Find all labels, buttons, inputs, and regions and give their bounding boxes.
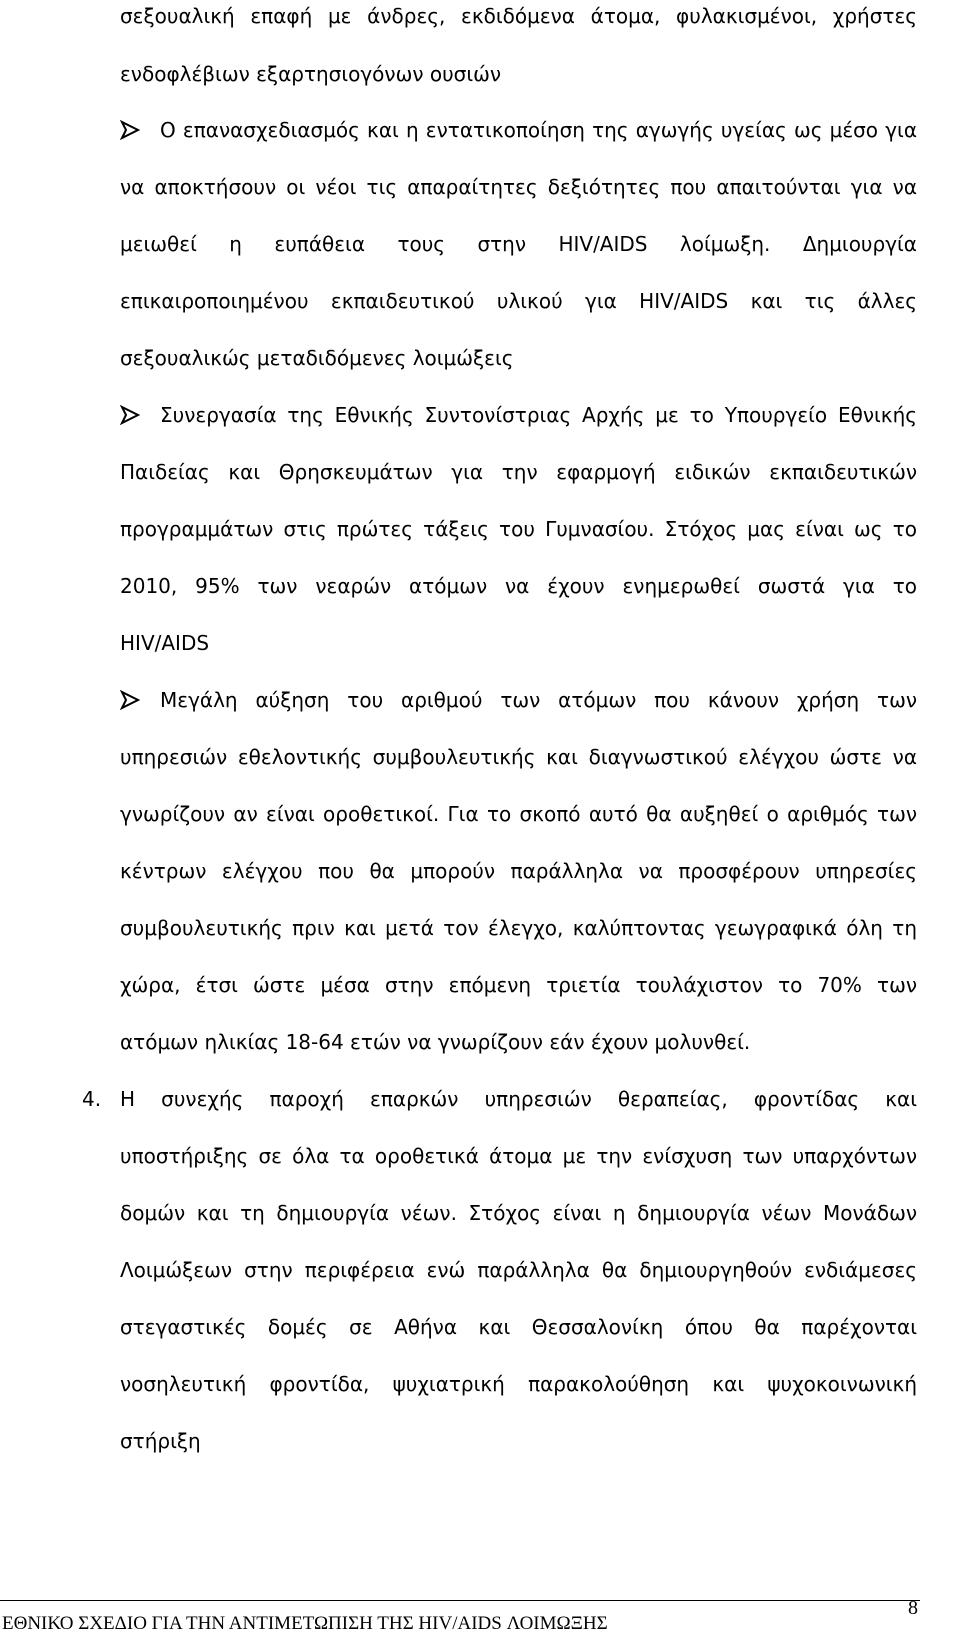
body-line: να αποκτήσουν οι νέοι τις απαραίτητες δεξιότητες που απαιτούνται για να: [120, 175, 917, 199]
body-line: προγραμμάτων στις πρώτες τάξεις του Γυμνασίου. Στόχος μας είναι ως το: [120, 517, 917, 541]
body-line: γνωρίζουν αν είναι οροθετικοί. Για το σκοπό αυτό θα αυξηθεί ο αριθμός των: [120, 802, 917, 826]
body-line: κέντρων ελέγχου που θα μπορούν παράλληλα να προσφέρουν υπηρεσίες: [120, 859, 917, 883]
body-line: δομών και τη δημιουργία νέων. Στόχος είναι η δημιουργία νέων Μονάδων: [120, 1201, 917, 1225]
arrow-bullet-icon: [120, 690, 140, 710]
page-number: 8: [908, 1597, 918, 1619]
body-line: μειωθεί η ευπάθεια τους στην HIV/AIDS λοίμωξη. Δημιουργία: [120, 232, 917, 256]
footer-title: ΕΘΝΙΚΟ ΣΧΕΔΙΟ ΓΙΑ ΤΗΝ ΑΝΤΙΜΕΤΩΠΙΣΗ ΤΗΣ HIV/AIDS ΛΟΙΜΩΞΗΣ: [2, 1613, 608, 1634]
body-line: σεξουαλική επαφή με άνδρες, εκδιδόμενα άτομα, φυλακισμένοι, χρήστες: [120, 4, 917, 28]
body-line: στήριξη: [120, 1429, 201, 1453]
body-line: επικαιροποιημένου εκπαιδευτικού υλικού για HIV/AIDS και τις άλλες: [120, 289, 917, 313]
body-line: Παιδείας και Θρησκευμάτων για την εφαρμογή ειδικών εκπαιδευτικών: [120, 460, 917, 484]
arrow-bullet-icon: [120, 405, 140, 425]
body-line: Λοιμώξεων στην περιφέρεια ενώ παράλληλα θα δημιουργηθούν ενδιάμεσες: [120, 1258, 917, 1282]
body-line: συμβουλευτικής πριν και μετά τον έλεγχο, καλύπτοντας γεωγραφικά όλη τη: [120, 916, 917, 940]
body-line: HIV/AIDS: [120, 631, 210, 655]
body-line: ενδοφλέβιων εξαρτησιογόνων ουσιών: [120, 62, 502, 86]
body-line: υπηρεσιών εθελοντικής συμβουλευτικής και διαγνωστικού ελέγχου ώστε να: [120, 745, 917, 769]
numbered-item-line: Η συνεχής παροχή επαρκών υπηρεσιών θεραπείας, φροντίδας και: [120, 1087, 917, 1111]
bullet-line: Μεγάλη αύξηση του αριθμού των ατόμων που κάνουν χρήση των: [160, 688, 917, 712]
arrow-bullet-icon: [120, 120, 140, 140]
body-line: χώρα, έτσι ώστε μέσα στην επόμενη τριετία τουλάχιστον το 70% των: [120, 973, 917, 997]
body-line: υποστήριξης σε όλα τα οροθετικά άτομα με την ενίσχυση των υπαρχόντων: [120, 1144, 917, 1168]
body-line: σεξουαλικώς μεταδιδόμενες λοιμώξεις: [120, 346, 514, 370]
body-line: 2010, 95% των νεαρών ατόμων να έχουν ενημερωθεί σωστά για το: [120, 574, 917, 598]
body-line: νοσηλευτική φροντίδα, ψυχιατρική παρακολούθηση και ψυχοκοινωνική: [120, 1372, 917, 1396]
bullet-line: Ο επανασχεδιασμός και η εντατικοποίηση της αγωγής υγείας ως μέσο για: [160, 118, 917, 142]
list-number: 4.: [82, 1087, 102, 1111]
body-line: ατόμων ηλικίας 18-64 ετών να γνωρίζουν εάν έχουν μολυνθεί.: [120, 1030, 751, 1054]
footer-rule: [0, 1600, 920, 1601]
bullet-line: Συνεργασία της Εθνικής Συντονίστριας Αρχής με το Υπουργείο Εθνικής: [160, 403, 917, 427]
body-line: στεγαστικές δομές σε Αθήνα και Θεσσαλονίκη όπου θα παρέχονται: [120, 1315, 917, 1339]
